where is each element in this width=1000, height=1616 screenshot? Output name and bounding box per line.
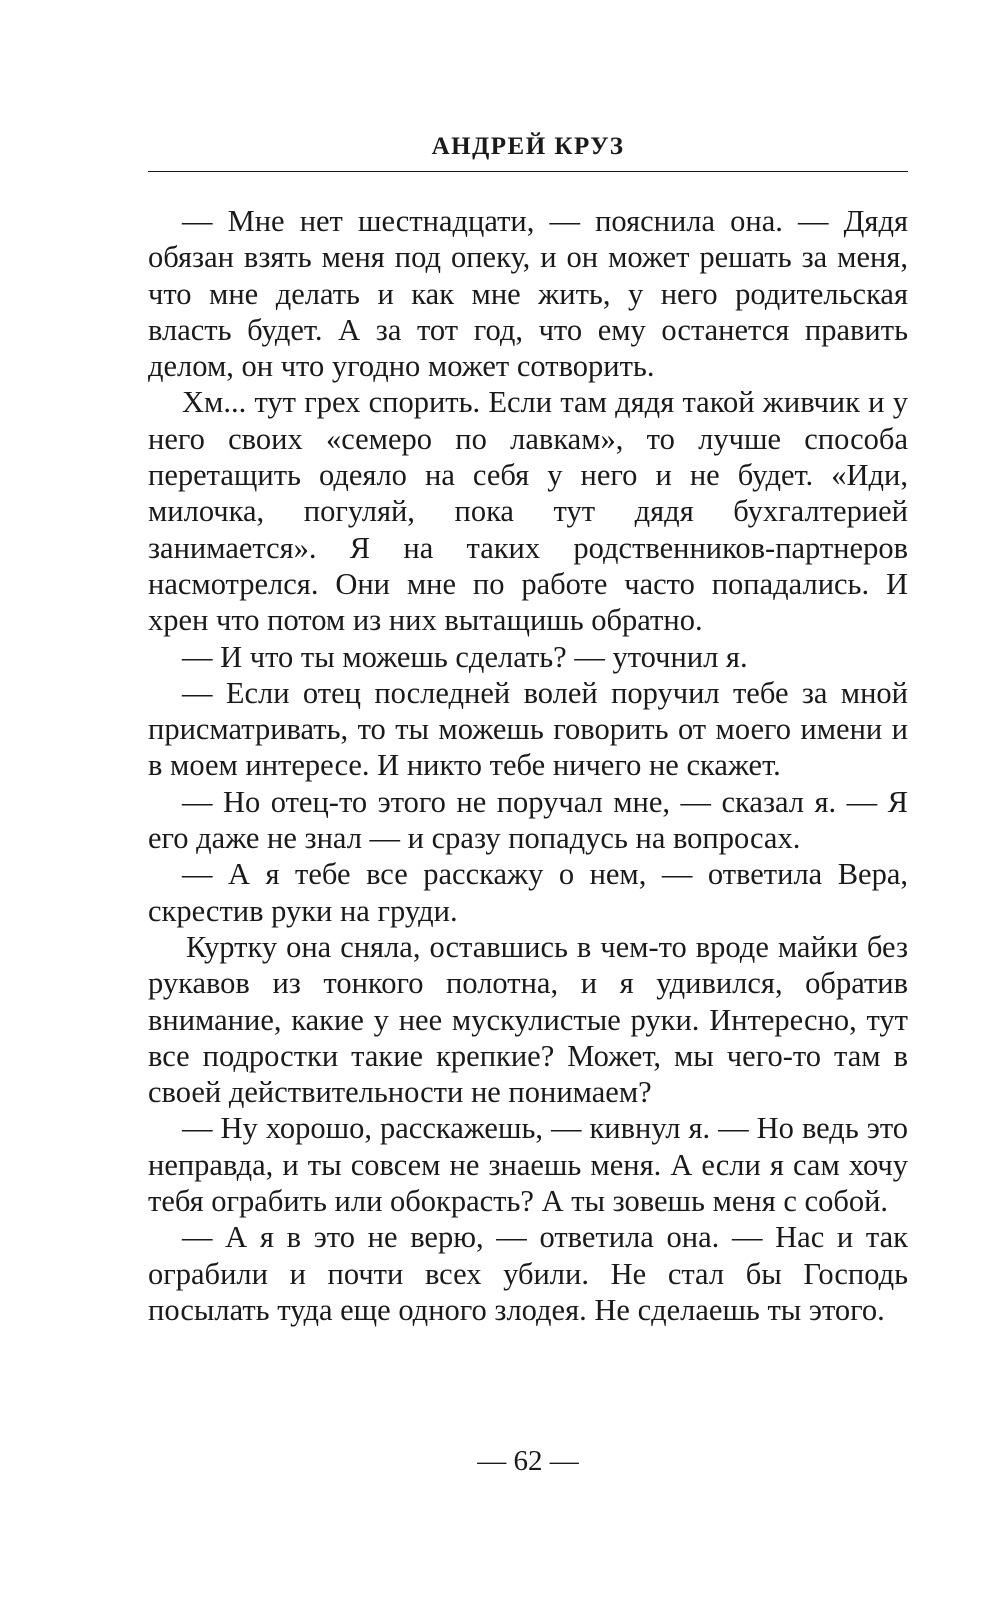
paragraph-6: — А я тебе все расскажу о нем, — ответила Вера, скрестив руки на груди. <box>148 857 908 928</box>
page-body <box>148 203 908 1328</box>
paragraph-9: — А я в это не верю, — ответила она. — Нас и так ограбили и почти всех убили. Не стал бы Господь посылать туда еще одного злодея. Не сделаешь ты этого. <box>148 1220 908 1327</box>
paragraph-7: Куртку она сняла, оставшись в чем-то вроде майки без рукавов из тонкого полотна, и я удивился, обратив внимание, какие у нее мускулистые руки. Интересно, тут все подростки такие крепкие? Может, мы чего-то там в своей действительности не понимаем? <box>148 929 908 1110</box>
paragraph-5: — Но отец-то этого не поручал мне, — сказал я. — Я его даже не знал — и сразу попадусь на вопросах. <box>148 784 908 856</box>
header-divider <box>148 171 908 172</box>
paragraph-4: — Если отец последней волей поручил тебе за мной присматривать, то ты можешь говорить от моего имени и в моем интересе. И никто тебе ничего не скажет. <box>148 675 908 783</box>
paragraph-3: — И что ты можешь сделать? — уточнил я. <box>182 639 748 674</box>
paragraph-8: — Ну хорошо, расскажешь, — кивнул я. — Но ведь это неправда, и ты совсем не знаешь меня. А если я сам хочу тебя ограбить или обокрасть? А ты зовешь меня с собой. <box>148 1111 908 1219</box>
paragraph-2: Хм... тут грех спорить. Если там дядя такой живчик и у него своих «семеро по лавкам», то лучше способа перетащить одеяло на себя у него и не будет. «Иди, милочка, погуляй, пока тут дядя бухгалтерией занимается». Я на таких родственников-партнеров насмотрелся. Они мне по работе часто попадались. И хрен что потом из них вытащишь обратно. <box>148 385 908 638</box>
page-number: — 62 — <box>477 1445 579 1477</box>
running-header-author: АНДРЕЙ КРУЗ <box>431 133 625 160</box>
paragraph-1: — Мне нет шестнадцати, — пояснила она. — Дядя обязан взять меня под опеку, и он может решать за меня, что мне делать и как мне жить, у него родительская власть будет. А за тот год, что ему останется править делом, он что угодно может сотворить. <box>148 204 908 384</box>
